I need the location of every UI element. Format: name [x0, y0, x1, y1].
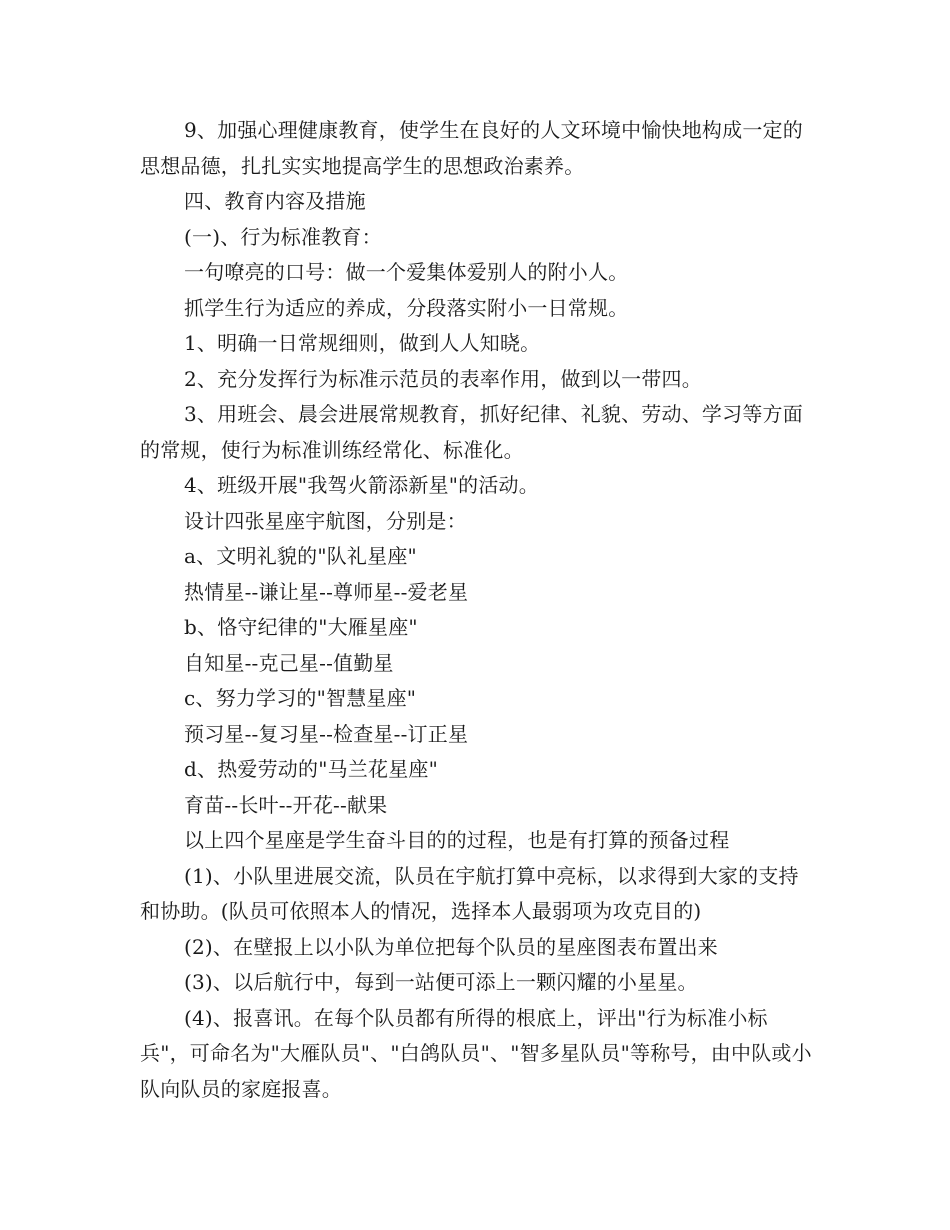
subsection-heading-behavior: (一)、行为标准教育：: [184, 224, 382, 249]
constellation-c-stars: 预习星--复习星--检查星--订正星: [184, 721, 469, 746]
document-body: [140, 113, 812, 1107]
paragraph-process: 以上四个星座是学生奋斗目的的过程，也是有打算的预备过程: [184, 828, 730, 852]
step-1: (1)、小队里进展交流，队员在宇航打算中亮标，以求得到大家的支持和协助。(队员可依照本人的情况，选择本人最弱项为攻克目的): [140, 863, 799, 923]
list-item-4: 4、班级开展"我驾火箭添新星"的活动。: [184, 473, 539, 497]
constellation-b-title: b、恪守纪律的"大雁星座": [184, 615, 418, 639]
paragraph-habit: 抓学生行为适应的养成，分段落实附小一日常规。: [184, 295, 629, 320]
constellation-d-stars: 育苗--长叶--开花--献果: [184, 792, 388, 817]
list-item-1: 1、明确一日常规细则，做到人人知晓。: [184, 331, 541, 355]
paragraph-star-maps: 设计四张星座宇航图，分别是：: [184, 508, 467, 533]
constellation-a-stars: 热情星--谦让星--尊师星--爱老星: [184, 579, 469, 604]
step-3: (3)、以后航行中，每到一站便可添上一颗闪耀的小星星。: [184, 970, 698, 994]
constellation-d-title: d、热爱劳动的"马兰花星座": [184, 757, 439, 781]
paragraph-slogan: 一句嘹亮的口号：做一个爱集体爱别人的附小人。: [184, 260, 629, 284]
step-2: (2)、在壁报上以小队为单位把每个队员的星座图表布置出来: [184, 934, 718, 959]
paragraph-9-mental-health: 9、加强心理健康教育，使学生在良好的人文环境中愉快地构成一定的思想品德，扎扎实实地提高学生的思想政治素养。: [140, 118, 803, 178]
constellation-b-stars: 自知星--克己星--值勤星: [184, 650, 394, 675]
step-4: (4)、报喜讯。在每个队员都有所得的根底上，评出"行为标准小标兵"，可命名为"大雁队员"、"白鸽队员"、"智多星队员"等称号，由中队或小队向队员的家庭报喜。: [140, 1005, 812, 1101]
section-heading-four: 四、教育内容及措施: [184, 189, 366, 213]
constellation-c-title: c、努力学习的"智慧星座": [184, 686, 417, 710]
list-item-3: 3、用班会、晨会进展常规教育，抓好纪律、礼貌、劳动、学习等方面的常规，使行为标准训练经常化、标准化。: [140, 402, 803, 462]
list-item-2: 2、充分发挥行为标准示范员的表率作用，做到以一带四。: [184, 366, 702, 391]
constellation-a-title: a、文明礼貌的"队礼星座": [184, 544, 417, 568]
